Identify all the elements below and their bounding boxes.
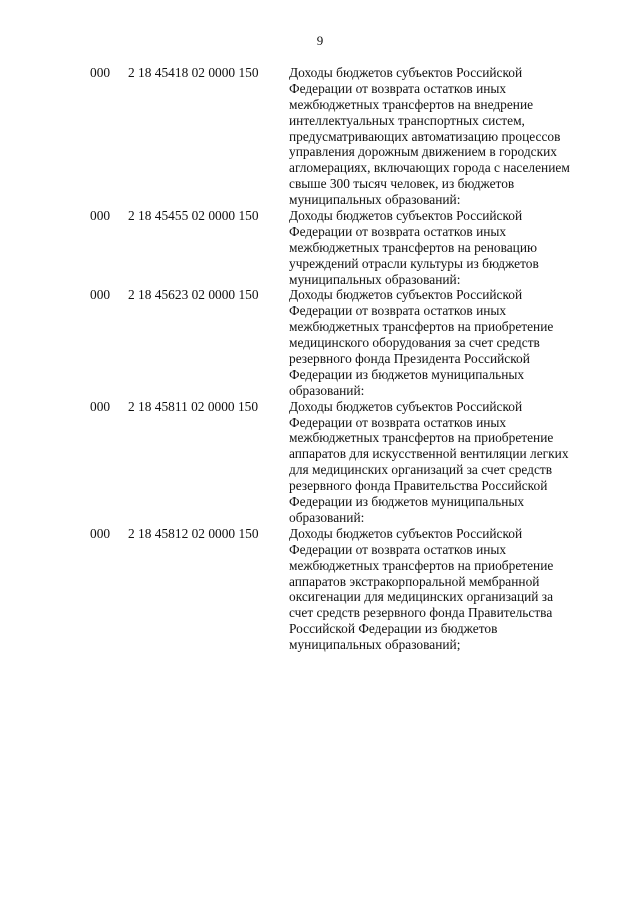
admin-code: 000 — [90, 287, 111, 303]
description-line: аппаратов экстракорпоральной мембранной — [289, 573, 540, 589]
description-line: предусматривающих автоматизацию процессов — [289, 128, 561, 144]
description-line: счет средств резервного фонда Правительства — [289, 605, 553, 621]
description-line: Доходы бюджетов субъектов Российской — [289, 65, 523, 80]
description-line: Доходы бюджетов субъектов Российской — [289, 398, 523, 414]
description-line: межбюджетных трансфертов на приобретение — [289, 557, 554, 573]
description-line: межбюджетных трансфертов на приобретение — [289, 319, 554, 335]
budget-classification-code: 2 18 45811 02 0000 150 — [128, 398, 259, 414]
description-line: управления дорожным движением в городских — [289, 144, 557, 160]
admin-code: 000 — [90, 65, 111, 80]
description-line: Российской Федерации из бюджетов — [289, 621, 498, 637]
description-line: образований: — [289, 509, 365, 525]
description-line: Федерации от возврата остатков иных — [289, 80, 507, 96]
description-line: муниципальных образований: — [289, 192, 461, 208]
description-line: Федерации из бюджетов муниципальных — [289, 366, 525, 382]
revenue-description — [289, 526, 589, 653]
table-row — [0, 287, 640, 398]
description-line: образований: — [289, 382, 365, 398]
description-line: медицинского оборудования за счет средств — [289, 335, 540, 351]
table-row — [0, 399, 640, 526]
description-line: межбюджетных трансфертов на приобретение — [289, 430, 554, 446]
description-line: резервного фонда Президента Российской — [289, 351, 530, 367]
budget-classification-code: 2 18 45455 02 0000 150 — [128, 208, 259, 224]
description-line: Федерации из бюджетов муниципальных — [289, 494, 525, 510]
revenue-description — [289, 399, 589, 526]
table-row — [0, 65, 640, 208]
revenue-codes-table — [0, 65, 640, 653]
admin-code: 000 — [90, 208, 111, 224]
description-line: свыше 300 тысяч человек, из бюджетов — [289, 176, 515, 192]
description-line: муниципальных образований; — [289, 637, 461, 653]
table-row — [0, 208, 640, 287]
revenue-description — [289, 65, 589, 208]
admin-code: 000 — [90, 398, 111, 414]
description-line: межбюджетных трансфертов на внедрение — [289, 96, 534, 112]
table-row — [0, 526, 640, 653]
description-line: резервного фонда Правительства Российской — [289, 478, 548, 494]
description-line: Федерации от возврата остатков иных — [289, 414, 507, 430]
description-line: оксигенации для медицинских организаций за — [289, 589, 554, 605]
page-number: 9 — [316, 33, 324, 48]
description-line: Доходы бюджетов субъектов Российской — [289, 287, 523, 303]
description-line: агломерациях, включающих города с населением — [289, 160, 570, 176]
description-line: Федерации от возврата остатков иных — [289, 303, 507, 319]
description-line: Федерации от возврата остатков иных — [289, 223, 507, 239]
description-line: Доходы бюджетов субъектов Российской — [289, 525, 523, 541]
description-line: межбюджетных трансфертов на реновацию — [289, 239, 538, 255]
revenue-description — [289, 208, 589, 287]
revenue-description — [289, 287, 589, 398]
description-line: аппаратов для искусственной вентиляции легких — [289, 446, 569, 462]
description-line: учреждений отрасли культуры из бюджетов — [289, 255, 539, 271]
budget-classification-code: 2 18 45812 02 0000 150 — [128, 525, 259, 541]
description-line: интеллектуальных транспортных систем, — [289, 112, 525, 128]
admin-code: 000 — [90, 525, 111, 541]
budget-classification-code: 2 18 45418 02 0000 150 — [128, 65, 259, 80]
budget-classification-code: 2 18 45623 02 0000 150 — [128, 287, 259, 303]
description-line: для медицинских организаций за счет средств — [289, 462, 553, 478]
description-line: Доходы бюджетов субъектов Российской — [289, 208, 523, 224]
description-line: муниципальных образований: — [289, 271, 461, 287]
description-line: Федерации от возврата остатков иных — [289, 541, 507, 557]
